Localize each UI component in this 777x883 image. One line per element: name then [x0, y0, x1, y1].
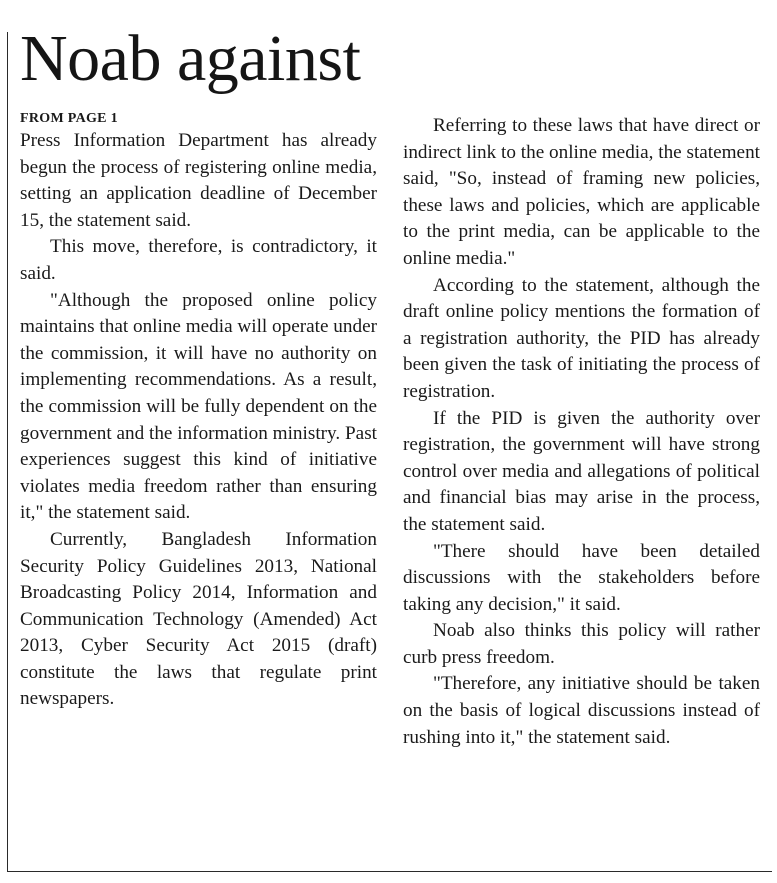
paragraph: Referring to these laws that have direct or indirect link to the online media, the statement said, "So, instead of framing new policies, these laws and policies, which are applicable to the print media, can be applicable to the online media."	[403, 115, 761, 269]
paragraph: Press Information Department has already begun the process of registering online media, setting an application deadline of December 15, the statement said.	[20, 130, 377, 231]
right-column	[403, 113, 760, 751]
continuation-kicker: FROM PAGE 1	[20, 111, 118, 126]
paragraph: According to the statement, although the draft online policy mentions the formation of a registration authority, the PID has already been given the task of initiating the process of registration.	[403, 274, 760, 402]
headline: Noab against	[20, 22, 361, 95]
paragraph: "There should have been detailed discussions with the stakeholders before taking any decision," it said.	[403, 540, 760, 615]
left-column	[20, 110, 377, 713]
bottom-border-rule	[7, 871, 772, 872]
left-border-rule	[7, 32, 8, 872]
paragraph: "Although the proposed online policy maintains that online media will operate under the commission, it will have no authority on implementing recommendations. As a result, the commission will be fully dependent on the government and the information ministry. Past experiences suggest this kind of initiative violates media freedom rather than ensuring it," the statement said.	[20, 289, 377, 524]
paragraph: This move, therefore, is contradictory, it said.	[20, 236, 377, 284]
paragraph: Noab also thinks this policy will rather curb press freedom.	[403, 620, 760, 668]
paragraph: Currently, Bangladesh Information Security Policy Guidelines 2013, National Broadcasting Policy 2014, Information and Communication Technology (Amended) Act 2013, Cyber Security Act 2015 (draft) constitute the laws that regulate print newspapers.	[20, 528, 377, 710]
paragraph: "Therefore, any initiative should be taken on the basis of logical discussions instead of rushing into it," the statement said.	[403, 673, 760, 748]
paragraph: If the PID is given the authority over registration, the government will have strong control over media and allegations of political and financial bias may arise in the process, the statement said.	[403, 407, 760, 535]
